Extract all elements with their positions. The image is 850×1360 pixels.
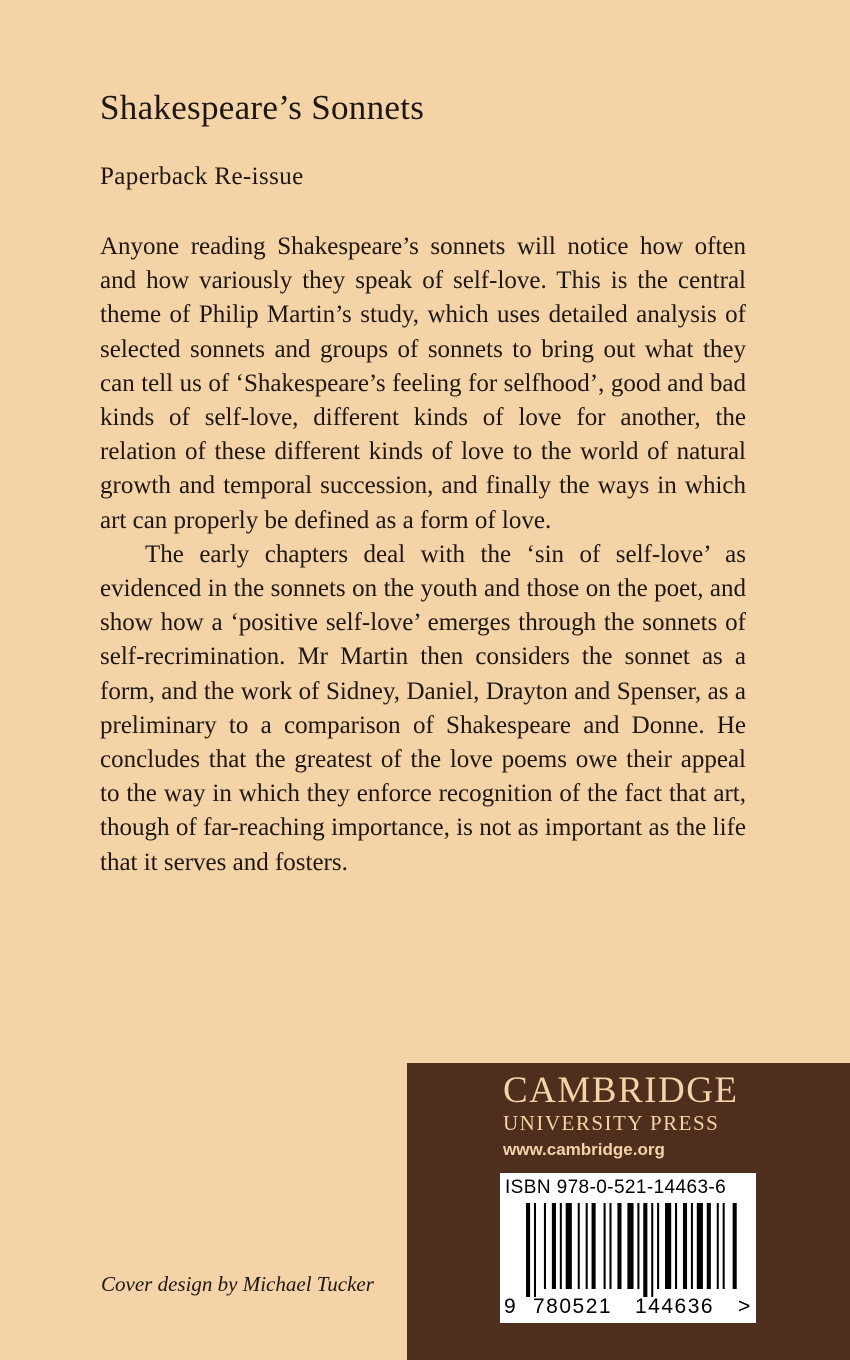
barcode-bar <box>717 1203 719 1289</box>
barcode-bar <box>665 1203 671 1289</box>
barcode-bar <box>604 1203 606 1289</box>
barcode-bar <box>592 1203 596 1289</box>
barcode-bar <box>683 1203 687 1289</box>
barcode-bar <box>733 1203 737 1289</box>
barcode-bar <box>697 1203 703 1289</box>
barcode-right-digits: 144636 <box>635 1295 715 1318</box>
blurb-paragraph-1: Anyone reading Shakespeare’s sonnets will notice how often and how variously they speak of self-love. This is the central theme of Philip Martin’s study, which uses detailed analysis of selected sonnets and groups of sonnets to bring out what they can tell us of ‘Shakespeare’s feeling for selfhood’, good and bad kinds of self-love, different kinds of love for another, the relation of these different kinds of love to the world of natural growth and temporal succession, and finally the ways in which art can properly be defined as a form of love. <box>100 233 746 534</box>
barcode-bar <box>544 1203 546 1289</box>
barcode-bar <box>566 1203 572 1289</box>
barcode-box <box>500 1173 756 1323</box>
barcode-bar <box>675 1203 677 1289</box>
barcode-bar <box>617 1203 621 1289</box>
barcode-lead-digit: 9 <box>504 1295 516 1318</box>
blurb-paragraph-2: The early chapters deal with the ‘sin of self-love’ as evidenced in the sonnets on the youth and those on the poet, and show how a ‘positive self-love’ emerges through the sonnets of self-recrimination. Mr Martin then considers the sonnet as a form, and the work of Sidney, Daniel, Drayton and Spenser, as a preliminary to a comparison of Shakespeare and Donne. He concludes that the greatest of the love poems owe their appeal to the way in which they enforce recognition of the fact that art, though of far-reaching importance, is not as important as the life that it serves and fosters. <box>100 540 746 876</box>
barcode-bar <box>657 1203 659 1289</box>
barcode-bar <box>691 1203 693 1289</box>
publisher-subname: UNIVERSITY PRESS <box>503 1111 720 1135</box>
cover-design-credit: Cover design by Michael Tucker <box>101 1272 374 1296</box>
barcode-bar <box>627 1203 633 1289</box>
barcode-icon <box>500 1173 756 1323</box>
book-title: Shakespeare’s Sonnets <box>100 88 425 127</box>
barcode-bar <box>643 1203 647 1297</box>
edition-subtitle: Paperback Re-issue <box>100 163 304 190</box>
barcode-bar <box>560 1203 562 1289</box>
barcode-bar <box>552 1203 556 1289</box>
publisher-url: www.cambridge.org <box>503 1140 665 1159</box>
barcode-bar <box>723 1203 725 1289</box>
barcode-end-mark: > <box>738 1295 751 1318</box>
barcode-bar <box>534 1203 536 1297</box>
barcode-bar <box>609 1203 611 1289</box>
isbn-label: ISBN 978-0-521-14463-6 <box>505 1177 727 1198</box>
publisher-panel <box>407 1063 850 1360</box>
publisher-name: CAMBRIDGE <box>503 1070 739 1111</box>
blurb <box>100 230 746 880</box>
barcode-bar <box>586 1203 588 1289</box>
barcode-bar <box>651 1203 653 1297</box>
barcode-left-digits: 780521 <box>533 1295 613 1318</box>
barcode-bar <box>707 1203 711 1289</box>
barcode-bar <box>578 1203 580 1289</box>
barcode-bar <box>526 1203 530 1297</box>
barcode-bar <box>637 1203 639 1289</box>
